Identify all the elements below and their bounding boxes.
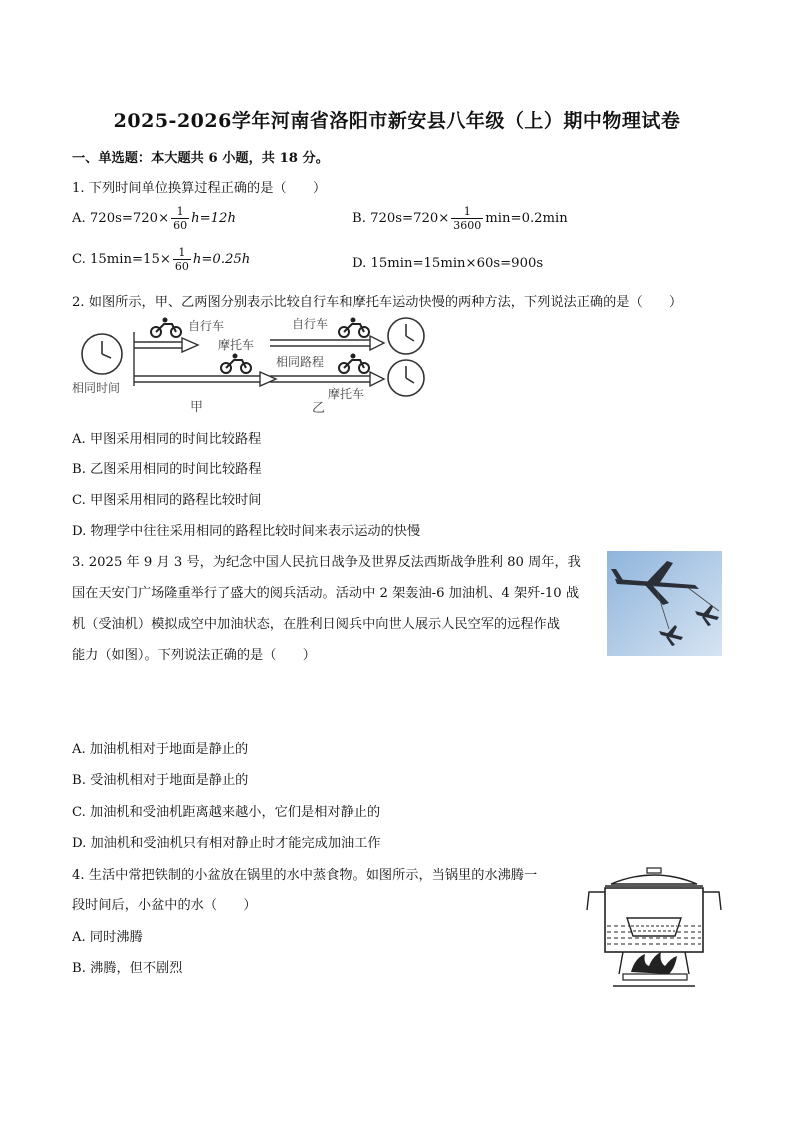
- q1-option-d[interactable]: D. 15min=15min×60s=900s: [352, 256, 544, 271]
- q3-stem-line-2: 国在天安门广场隆重举行了盛大的阅兵活动。活动中 2 架轰油-6 加油机、4 架歼-10 战: [72, 586, 580, 601]
- q3-option-c[interactable]: C. 加油机和受油机距离越来越小，它们是相对静止的: [72, 805, 381, 820]
- q1-a-pre: A. 720s=720×: [72, 211, 170, 226]
- fig-bike-label-2: 自行车: [292, 317, 329, 331]
- fig-yi: 乙: [312, 401, 326, 416]
- motorcycle-icon: [339, 354, 369, 374]
- motorcycle-icon: [339, 318, 369, 338]
- fig-same-distance: 相同路程: [276, 355, 325, 369]
- fig-jia: 甲: [190, 400, 204, 415]
- q3-option-b[interactable]: B. 受油机相对于地面是静止的: [72, 773, 249, 788]
- q4-stem-line-2: 段时间后，小盆中的水（ ）: [72, 898, 257, 913]
- q1-option-c[interactable]: [72, 246, 250, 273]
- fig-same-time: 相同时间: [72, 381, 121, 395]
- section-heading: 一、单选题：本大题共 6 小题，共 18 分。: [72, 151, 329, 166]
- q2-option-c[interactable]: C. 甲图采用相同的路程比较时间: [72, 493, 262, 508]
- q3-stem-line-4: 能力（如图）。下列说法正确的是（ ）: [72, 648, 316, 663]
- q2-option-b[interactable]: B. 乙图采用相同的时间比较路程: [72, 462, 262, 477]
- motorcycle-icon: [151, 318, 181, 338]
- q2-option-a[interactable]: A. 甲图采用相同的时间比较路程: [72, 432, 262, 447]
- q2-option-d[interactable]: D. 物理学中往往采用相同的路程比较时间来表示运动的快慢: [72, 524, 421, 539]
- fig-bike-label-1: 自行车: [188, 319, 225, 333]
- q4-option-a[interactable]: A. 同时沸腾: [72, 930, 143, 945]
- q3-stem-line-3: 机（受油机）模拟成空中加油状态，在胜利日阅兵中向世人展示人民空军的远程作战: [72, 617, 560, 632]
- fig-moto-label-2: 摩托车: [328, 387, 365, 401]
- fraction: $\frac{1}{60}$: [174, 246, 189, 273]
- clock-icon: [388, 318, 424, 354]
- q1-option-a[interactable]: [72, 205, 236, 232]
- q1-option-b[interactable]: [352, 205, 568, 232]
- fraction: $\frac{1}{60}$: [173, 205, 188, 232]
- q1-c-post: h=0.25h: [192, 252, 251, 267]
- q2-stem: 2. 如图所示，甲、乙两图分别表示比较自行车和摩托车运动快慢的两种方法，下列说法正确的是（ ）: [72, 295, 683, 310]
- q1-stem: 1. 下列时间单位换算过程正确的是（ ）: [72, 181, 327, 196]
- flame-icon: [631, 952, 677, 974]
- q3-option-a[interactable]: A. 加油机相对于地面是静止的: [72, 742, 249, 757]
- clock-icon: [388, 360, 424, 396]
- q4-option-b[interactable]: B. 沸腾，但不剧烈: [72, 961, 183, 976]
- q1-b-pre: B. 720s=720×: [352, 211, 450, 226]
- refueling-photo: [607, 551, 722, 656]
- q3-option-d[interactable]: D. 加油机和受油机只有相对静止时才能完成加油工作: [72, 836, 381, 851]
- q2-figure: [70, 314, 440, 416]
- fig-moto-label-1: 摩托车: [218, 338, 255, 352]
- steamer-pot-figure: [583, 862, 725, 992]
- motorcycle-icon: [221, 354, 251, 374]
- exam-title: 2025-2026学年河南省洛阳市新安县八年级（上）期中物理试卷: [113, 110, 681, 132]
- q4-stem-line-1: 4. 生活中常把铁制的小盆放在锅里的水中蒸食物。如图所示，当锅里的水沸腾一: [72, 868, 538, 883]
- fraction: $\frac{1}{3600}$: [453, 205, 482, 232]
- q1-a-post: h=12h: [191, 211, 236, 226]
- q1-b-post: min=0.2min: [485, 211, 568, 226]
- clock-icon: [82, 334, 122, 374]
- q1-c-pre: C. 15min=15×: [72, 252, 171, 267]
- q3-stem-line-1: 3. 2025 年 9 月 3 号，为纪念中国人民抗日战争及世界反法西斯战争胜利 80 周年，我: [72, 555, 581, 570]
